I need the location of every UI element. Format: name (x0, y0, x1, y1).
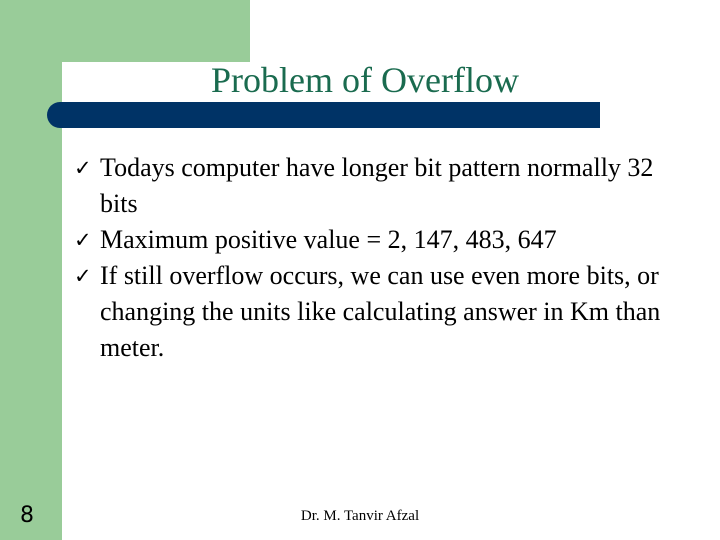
checkmark-icon: ✓ (74, 228, 92, 252)
bullet-item (74, 222, 674, 258)
title-underline-bar (47, 102, 600, 128)
footer-author: Dr. M. Tanvir Afzal (300, 508, 420, 524)
slide-title: Problem of Overflow (211, 60, 519, 100)
bullet-list (74, 150, 674, 366)
slide-number: 8 (20, 503, 34, 528)
left-decorative-band (0, 0, 62, 540)
checkmark-icon: ✓ (74, 264, 92, 288)
bullet-item (74, 258, 674, 366)
bullet-item (74, 150, 674, 222)
top-decorative-band (0, 0, 250, 62)
bullet-text: If still overflow occurs, we can use even more bits, or changing the units like calculating answer in Km than meter. (100, 261, 661, 362)
checkmark-icon: ✓ (74, 156, 92, 180)
bullet-text: Maximum positive value = 2, 147, 483, 647 (100, 225, 557, 254)
bullet-text: Todays computer have longer bit pattern normally 32 bits (100, 153, 654, 218)
